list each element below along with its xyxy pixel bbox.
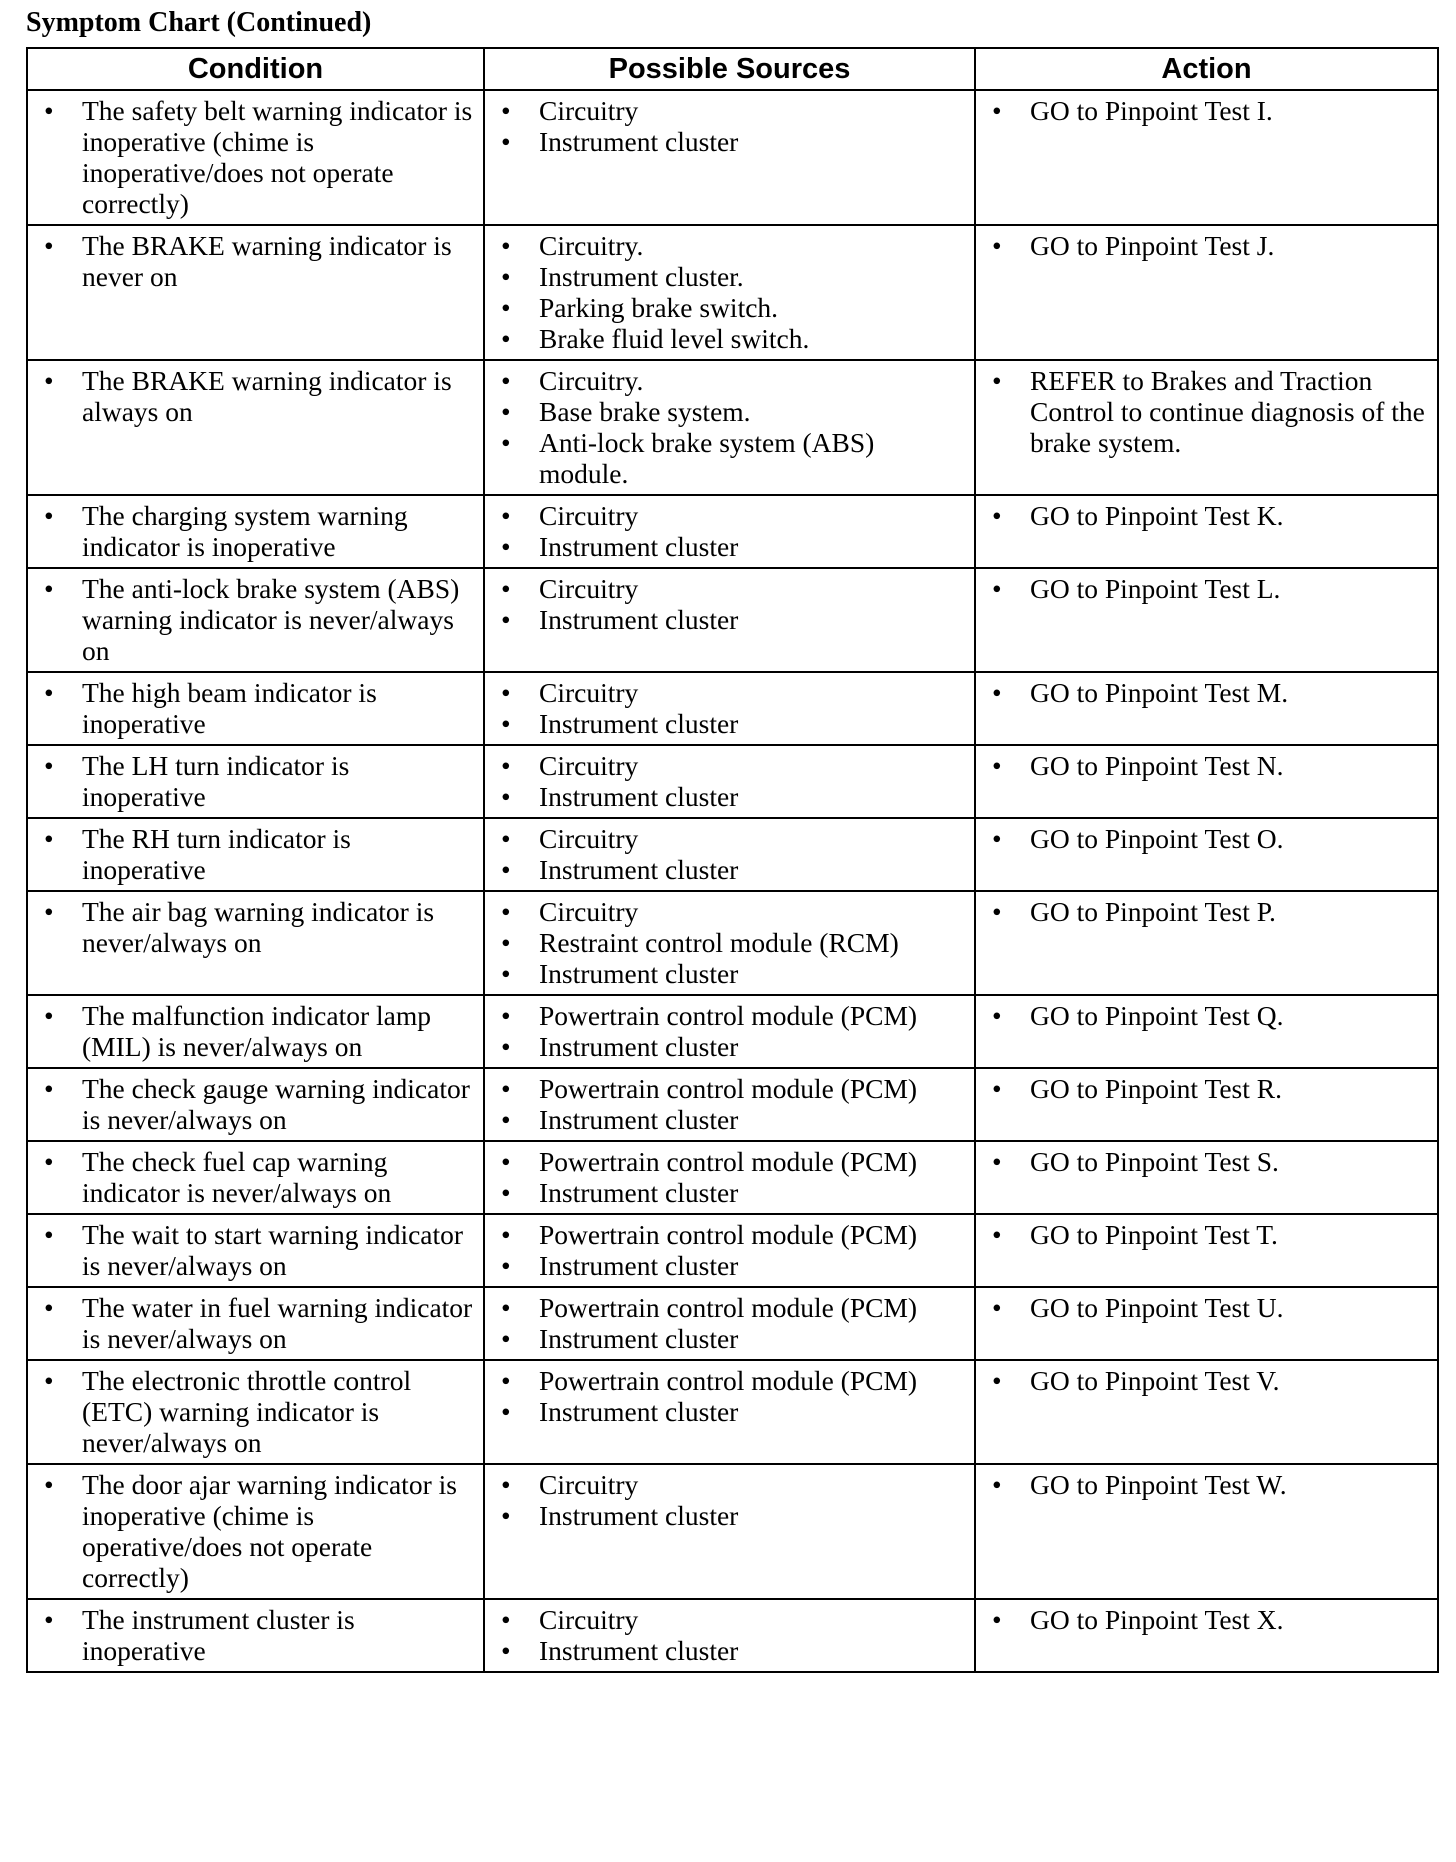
condition-cell — [27, 495, 484, 568]
condition-cell — [27, 90, 484, 225]
table-row — [27, 495, 1438, 568]
bullet-list — [493, 677, 968, 739]
sources-cell — [484, 1214, 975, 1287]
bullet-item: • Instrument cluster — [493, 1250, 968, 1281]
bullet-item: • GO to Pinpoint Test X. — [984, 1604, 1431, 1635]
bullet-item: • Anti-lock brake system (ABS) module. — [493, 427, 968, 489]
table-row — [27, 891, 1438, 995]
bullet-list — [984, 1292, 1431, 1323]
bullet-item: • Circuitry — [493, 823, 968, 854]
bullet-list — [36, 1073, 477, 1135]
bullet-list — [493, 1292, 968, 1354]
bullet-list — [493, 95, 968, 157]
table-row — [27, 1360, 1438, 1464]
bullet-list — [493, 750, 968, 812]
sources-cell — [484, 1068, 975, 1141]
bullet-item: • GO to Pinpoint Test P. — [984, 896, 1431, 927]
bullet-item: • GO to Pinpoint Test S. — [984, 1146, 1431, 1177]
sources-cell — [484, 1599, 975, 1672]
symptom-table — [26, 47, 1439, 1673]
action-cell — [975, 495, 1438, 568]
bullet-item: • Restraint control module (RCM) — [493, 927, 968, 958]
condition-cell — [27, 225, 484, 360]
bullet-item: • GO to Pinpoint Test R. — [984, 1073, 1431, 1104]
bullet-list — [984, 573, 1431, 604]
condition-cell — [27, 1068, 484, 1141]
action-cell — [975, 1360, 1438, 1464]
bullet-item: • The charging system warning indicator is inoperative — [36, 500, 477, 562]
bullet-item: • The instrument cluster is inoperative — [36, 1604, 477, 1666]
bullet-list — [984, 1365, 1431, 1396]
bullet-list — [984, 95, 1431, 126]
bullet-item: • The high beam indicator is inoperative — [36, 677, 477, 739]
bullet-item: • Circuitry — [493, 750, 968, 781]
sources-cell — [484, 891, 975, 995]
table-row — [27, 225, 1438, 360]
bullet-list — [493, 500, 968, 562]
condition-cell — [27, 1287, 484, 1360]
bullet-list — [36, 573, 477, 666]
bullet-list — [984, 896, 1431, 927]
action-cell — [975, 1214, 1438, 1287]
bullet-list — [36, 823, 477, 885]
bullet-list — [36, 500, 477, 562]
bullet-item: • GO to Pinpoint Test I. — [984, 95, 1431, 126]
bullet-list — [36, 1292, 477, 1354]
bullet-item: • Instrument cluster — [493, 1635, 968, 1666]
action-cell — [975, 1141, 1438, 1214]
sources-cell — [484, 672, 975, 745]
sources-cell — [484, 225, 975, 360]
bullet-item: • The check gauge warning indicator is never/always on — [36, 1073, 477, 1135]
bullet-item: • Instrument cluster — [493, 1104, 968, 1135]
bullet-item: • GO to Pinpoint Test J. — [984, 230, 1431, 261]
bullet-item: • Circuitry — [493, 896, 968, 927]
action-cell — [975, 891, 1438, 995]
bullet-item: • Circuitry. — [493, 365, 968, 396]
bullet-item: • GO to Pinpoint Test W. — [984, 1469, 1431, 1500]
bullet-list — [984, 500, 1431, 531]
bullet-item: • Powertrain control module (PCM) — [493, 1000, 968, 1031]
bullet-list — [493, 896, 968, 989]
bullet-list — [493, 365, 968, 489]
bullet-list — [984, 230, 1431, 261]
table-row — [27, 1599, 1438, 1672]
bullet-item: • The BRAKE warning indicator is never on — [36, 230, 477, 292]
table-header-row — [27, 48, 1438, 90]
action-cell — [975, 360, 1438, 495]
action-cell — [975, 225, 1438, 360]
bullet-item: • Instrument cluster — [493, 531, 968, 562]
bullet-item: • Instrument cluster. — [493, 261, 968, 292]
bullet-list — [36, 95, 477, 219]
bullet-list — [493, 573, 968, 635]
bullet-list — [493, 1365, 968, 1427]
condition-cell — [27, 891, 484, 995]
bullet-item: • REFER to Brakes and Traction Control to continue diagnosis of the brake system. — [984, 365, 1431, 458]
table-row — [27, 995, 1438, 1068]
bullet-list — [984, 750, 1431, 781]
bullet-list — [984, 1604, 1431, 1635]
bullet-list — [36, 896, 477, 958]
bullet-item: • Circuitry — [493, 500, 968, 531]
condition-cell — [27, 1599, 484, 1672]
sources-cell — [484, 1464, 975, 1599]
bullet-item: • The wait to start warning indicator is never/always on — [36, 1219, 477, 1281]
bullet-item: • Instrument cluster — [493, 1323, 968, 1354]
bullet-item: • GO to Pinpoint Test Q. — [984, 1000, 1431, 1031]
action-cell — [975, 568, 1438, 672]
condition-cell — [27, 995, 484, 1068]
bullet-list — [36, 1469, 477, 1593]
bullet-item: • The LH turn indicator is inoperative — [36, 750, 477, 812]
table-row — [27, 745, 1438, 818]
bullet-item: • Base brake system. — [493, 396, 968, 427]
sources-cell — [484, 745, 975, 818]
action-cell — [975, 90, 1438, 225]
bullet-item: • The BRAKE warning indicator is always on — [36, 365, 477, 427]
action-cell — [975, 745, 1438, 818]
bullet-list — [984, 823, 1431, 854]
bullet-item: • Powertrain control module (PCM) — [493, 1146, 968, 1177]
bullet-list — [36, 1146, 477, 1208]
condition-cell — [27, 1464, 484, 1599]
action-cell — [975, 1464, 1438, 1599]
sources-cell — [484, 360, 975, 495]
header-action: Action — [975, 48, 1438, 90]
bullet-list — [984, 1146, 1431, 1177]
bullet-item: • GO to Pinpoint Test T. — [984, 1219, 1431, 1250]
condition-cell — [27, 745, 484, 818]
bullet-item: • Instrument cluster — [493, 126, 968, 157]
action-cell — [975, 995, 1438, 1068]
bullet-list — [36, 1000, 477, 1062]
sources-cell — [484, 1287, 975, 1360]
bullet-item: • Instrument cluster — [493, 958, 968, 989]
bullet-item: • The electronic throttle control (ETC) warning indicator is never/always on — [36, 1365, 477, 1458]
bullet-item: • Powertrain control module (PCM) — [493, 1073, 968, 1104]
table-row — [27, 1068, 1438, 1141]
bullet-item: • Instrument cluster — [493, 854, 968, 885]
bullet-item: • Instrument cluster — [493, 708, 968, 739]
bullet-list — [36, 677, 477, 739]
table-row — [27, 568, 1438, 672]
bullet-list — [36, 230, 477, 292]
action-cell — [975, 1599, 1438, 1672]
bullet-item: • GO to Pinpoint Test L. — [984, 573, 1431, 604]
bullet-item: • The check fuel cap warning indicator is never/always on — [36, 1146, 477, 1208]
sources-cell — [484, 568, 975, 672]
condition-cell — [27, 1141, 484, 1214]
sources-cell — [484, 818, 975, 891]
bullet-item: • Instrument cluster — [493, 1177, 968, 1208]
bullet-item: • GO to Pinpoint Test U. — [984, 1292, 1431, 1323]
bullet-list — [984, 1469, 1431, 1500]
condition-cell — [27, 672, 484, 745]
bullet-list — [36, 750, 477, 812]
bullet-item: • Parking brake switch. — [493, 292, 968, 323]
bullet-list — [493, 1000, 968, 1062]
bullet-list — [984, 677, 1431, 708]
bullet-item: • GO to Pinpoint Test M. — [984, 677, 1431, 708]
bullet-item: • Powertrain control module (PCM) — [493, 1292, 968, 1323]
condition-cell — [27, 568, 484, 672]
bullet-item: • The anti-lock brake system (ABS) warning indicator is never/always on — [36, 573, 477, 666]
bullet-item: • Circuitry — [493, 1604, 968, 1635]
bullet-item: • Brake fluid level switch. — [493, 323, 968, 354]
condition-cell — [27, 1214, 484, 1287]
bullet-item: • The malfunction indicator lamp (MIL) is never/always on — [36, 1000, 477, 1062]
action-cell — [975, 818, 1438, 891]
table-row — [27, 818, 1438, 891]
sources-cell — [484, 1360, 975, 1464]
table-row — [27, 360, 1438, 495]
bullet-list — [493, 1604, 968, 1666]
header-condition: Condition — [27, 48, 484, 90]
bullet-item: • Circuitry — [493, 95, 968, 126]
bullet-item: • Instrument cluster — [493, 1500, 968, 1531]
bullet-item: • GO to Pinpoint Test K. — [984, 500, 1431, 531]
bullet-item: • Circuitry — [493, 677, 968, 708]
sources-cell — [484, 995, 975, 1068]
bullet-list — [36, 365, 477, 427]
action-cell — [975, 1068, 1438, 1141]
bullet-item: • Instrument cluster — [493, 781, 968, 812]
bullet-item: • The water in fuel warning indicator is never/always on — [36, 1292, 477, 1354]
bullet-list — [493, 1073, 968, 1135]
bullet-item: • Powertrain control module (PCM) — [493, 1219, 968, 1250]
header-possible-sources: Possible Sources — [484, 48, 975, 90]
bullet-list — [493, 823, 968, 885]
page-title: Symptom Chart (Continued) — [26, 7, 372, 38]
bullet-item: • The door ajar warning indicator is inoperative (chime is operative/does not operate correctly) — [36, 1469, 477, 1593]
bullet-item: • GO to Pinpoint Test N. — [984, 750, 1431, 781]
bullet-list — [493, 230, 968, 354]
bullet-list — [36, 1219, 477, 1281]
bullet-list — [984, 1073, 1431, 1104]
condition-cell — [27, 360, 484, 495]
bullet-item: • Instrument cluster — [493, 1031, 968, 1062]
table-row — [27, 1287, 1438, 1360]
bullet-item: • The RH turn indicator is inoperative — [36, 823, 477, 885]
bullet-item: • Instrument cluster — [493, 1396, 968, 1427]
bullet-list — [36, 1604, 477, 1666]
bullet-list — [493, 1219, 968, 1281]
table-row — [27, 90, 1438, 225]
sources-cell — [484, 1141, 975, 1214]
table-row — [27, 1464, 1438, 1599]
bullet-item: • Circuitry. — [493, 230, 968, 261]
bullet-item: • GO to Pinpoint Test V. — [984, 1365, 1431, 1396]
bullet-item: • Circuitry — [493, 1469, 968, 1500]
bullet-list — [493, 1146, 968, 1208]
bullet-list — [36, 1365, 477, 1458]
table-row — [27, 672, 1438, 745]
table-row — [27, 1214, 1438, 1287]
action-cell — [975, 672, 1438, 745]
bullet-list — [984, 365, 1431, 458]
sources-cell — [484, 495, 975, 568]
condition-cell — [27, 1360, 484, 1464]
bullet-item: • Instrument cluster — [493, 604, 968, 635]
bullet-item: • GO to Pinpoint Test O. — [984, 823, 1431, 854]
table-body — [27, 90, 1438, 1672]
bullet-item: • The safety belt warning indicator is inoperative (chime is inoperative/does not operate correctly) — [36, 95, 477, 219]
action-cell — [975, 1287, 1438, 1360]
bullet-list — [493, 1469, 968, 1531]
bullet-list — [984, 1000, 1431, 1031]
sources-cell — [484, 90, 975, 225]
bullet-list — [984, 1219, 1431, 1250]
table-row — [27, 1141, 1438, 1214]
condition-cell — [27, 818, 484, 891]
bullet-item: • The air bag warning indicator is never/always on — [36, 896, 477, 958]
bullet-item: • Powertrain control module (PCM) — [493, 1365, 968, 1396]
bullet-item: • Circuitry — [493, 573, 968, 604]
